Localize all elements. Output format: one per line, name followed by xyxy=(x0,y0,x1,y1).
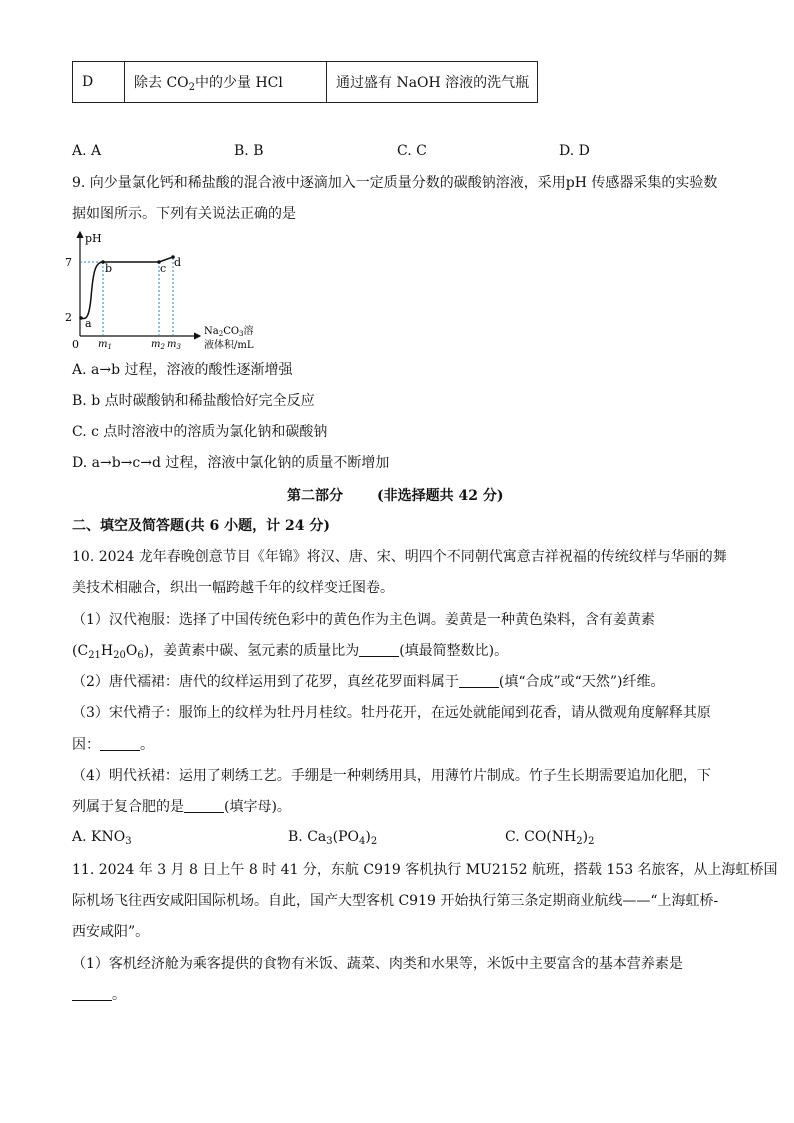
q11-line2: 际机场飞往西安咸阳国际机场。自此，国产大型客机 C919 开始执行第三条定期商业航线——“上海虹桥- xyxy=(72,893,719,909)
q9-option-c: C. c 点时溶液中的溶质为氯化钠和碳酸钠 xyxy=(72,424,328,440)
q11-line1: 11. 2024 年 3 月 8 日上午 8 时 41 分，东航 C919 客机执行 MU2152 航班，搭载 153 名旅客，从上海虹桥国 xyxy=(72,862,778,878)
tick-m2: $m_2$ xyxy=(151,339,165,351)
q9-option-d: D. a→b→c→d 过程，溶液中氯化钠的质量不断增加 xyxy=(72,455,390,471)
q9-stem-line2: 据如图所示。下列有关说法正确的是 xyxy=(72,206,296,222)
options-table xyxy=(72,61,538,103)
part2-title: 第二部分 xyxy=(287,488,343,504)
table-cell-letter: D xyxy=(73,62,125,103)
x-axis-label-line1: $Na_2CO_3$溶 xyxy=(204,326,254,338)
q10-p4-line1: （4）明代袄裙：运用了刺绣工艺。手绷是一种刺绣用具，用薄竹片制成。竹子生长期需要追加化肥，下 xyxy=(72,768,711,784)
action-post: 中的少量 HCl xyxy=(195,74,283,91)
q10-p1-line1: （1）汉代袍服：选择了中国传统色彩中的黄色作为主色调。姜黄是一种黄色染料，含有姜黄素 xyxy=(72,612,655,628)
table-row xyxy=(73,62,538,103)
q9-stem-line1: 9. 向少量氯化钙和稀盐酸的混合液中逐滴加入一定质量分数的碳酸钠溶液，采用pH 传感器采集的实验数 xyxy=(72,175,718,191)
q10-p4-line2: 列属于复合肥的是 (填字母)。 xyxy=(72,799,291,815)
tick-m3: $m_3$ xyxy=(167,339,181,351)
q8-option-d: D. D xyxy=(559,143,590,159)
answer-blank[interactable] xyxy=(72,986,112,1001)
ph-graph xyxy=(65,228,268,352)
q9-option-a: A. a→b 过程，溶液的酸性逐渐增强 xyxy=(72,362,293,378)
point-d-label: d xyxy=(174,256,182,269)
q8-option-b: B. B xyxy=(234,143,264,159)
q10-option-a: A. $KNO_3$ xyxy=(72,829,132,847)
point-a-dot xyxy=(79,316,83,320)
section2-heading: 二、填空及简答题(共 6 小题，计 24 分) xyxy=(72,518,330,534)
table-cell-method: 通过盛有 NaOH 溶液的洗气瓶 xyxy=(327,62,538,103)
q10-p3-line1: （3）宋代褙子：服饰上的纹样为牡丹月桂纹。牡丹花开，在远处就能闻到花香，请从微观角度解释其原 xyxy=(72,705,711,721)
q8-option-c: C. C xyxy=(397,143,427,159)
q8-option-a: A. A xyxy=(72,143,102,159)
point-b-label: b xyxy=(105,262,113,275)
y-axis-label: pH xyxy=(85,232,102,245)
answer-blank[interactable] xyxy=(459,673,499,688)
action-pre: 除去 CO xyxy=(134,74,189,91)
y-tick-2: 2 xyxy=(65,311,72,324)
point-c-label: c xyxy=(160,262,167,275)
table-cell-action xyxy=(125,62,327,103)
q11-line3: 西安咸阳”。 xyxy=(72,924,150,940)
q10-p2: （2）唐代襦裙：唐代的纹样运用到了花罗，真丝花罗面料属于 (填“合成”或“天然”)纤维。 xyxy=(72,674,665,690)
q11-p1-line2: 。 xyxy=(72,985,126,1005)
tick-m1: $m_1$ xyxy=(98,339,112,351)
point-a-label: a xyxy=(85,317,92,330)
answer-blank[interactable] xyxy=(100,736,140,751)
q9-option-b: B. b 点时碳酸钠和稀盐酸恰好完全反应 xyxy=(72,393,315,409)
x-axis-label-line2: 液体积/mL xyxy=(204,340,254,351)
answer-blank[interactable] xyxy=(359,642,399,657)
q10-line1: 10. 2024 龙年春晚创意节目《年锦》将汉、唐、宋、明四个不同朝代寓意吉祥祝福的传统纹样与华丽的舞 xyxy=(72,549,727,565)
q10-p3-line2: 因： 。 xyxy=(72,737,154,753)
y-tick-7: 7 xyxy=(65,256,72,269)
answer-blank[interactable] xyxy=(184,798,224,813)
q10-option-c: C. $CO(NH_2)_2$ xyxy=(505,829,595,847)
q10-option-b: B. $Ca_3(PO_4)_2$ xyxy=(288,829,378,847)
part2-subtitle: (非选择题共 42 分) xyxy=(377,488,504,504)
origin-label: 0 xyxy=(72,338,79,351)
q10-line2: 美技术相融合，织出一幅跨越千年的纹样变迁图卷。 xyxy=(72,580,394,596)
q10-p1-line2: $(C_{21}H_{20}O_6)$，姜黄素中碳、氢元素的质量比为 (填最简整数比)。 xyxy=(72,643,509,661)
q11-p1-line1: （1）客机经济舱为乘客提供的食物有米饭、蔬菜、肉类和水果等，米饭中主要富含的基本营养素是 xyxy=(72,956,683,972)
action-sub: 2 xyxy=(188,81,196,93)
